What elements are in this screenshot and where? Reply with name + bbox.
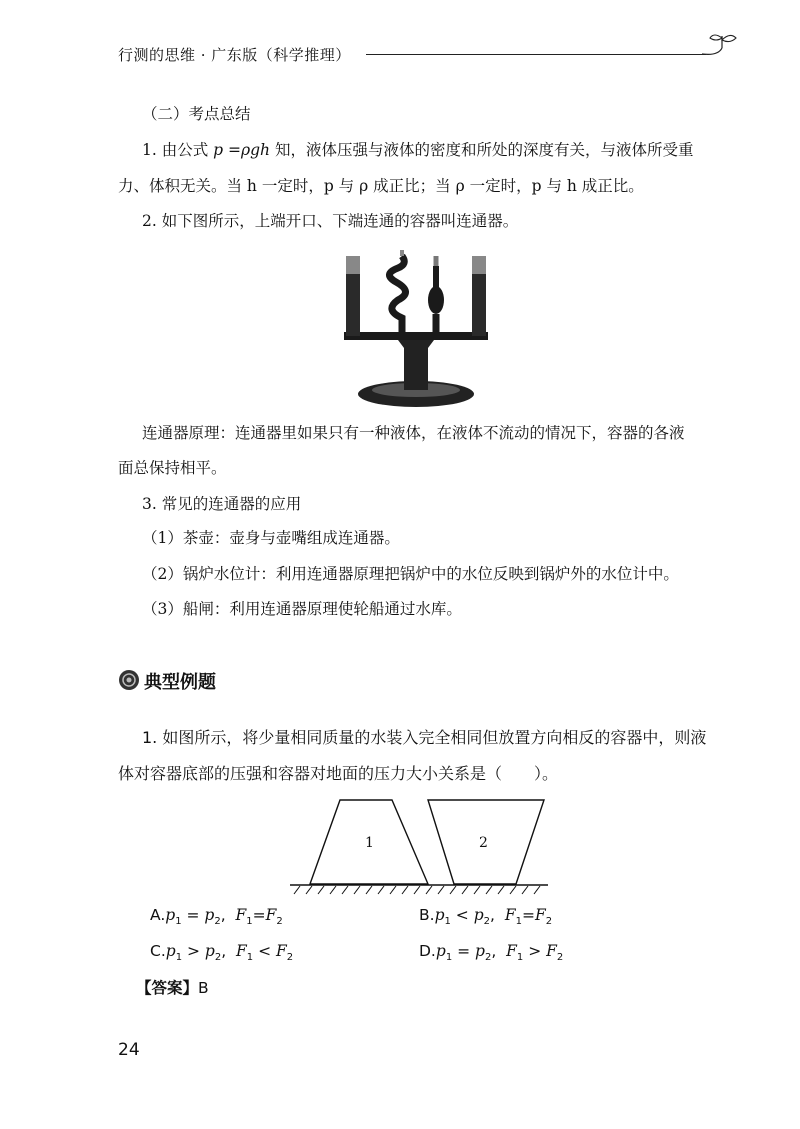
summary-heading: （二）考点总结 — [142, 105, 251, 123]
summary-item-1-line-2: 力、体积无关。当 h 一定时，p 与 ρ 成正比；当 ρ 一定时，p 与 h 成正比。 — [118, 177, 644, 195]
connected-vessel-figure — [336, 248, 500, 408]
answer-label: 【答案】 — [136, 979, 199, 997]
question-1-line-2: 体对容器底部的压强和容器对地面的压力大小关系是（ ）。 — [118, 764, 559, 783]
header-rule — [366, 54, 706, 55]
option-c: $C.p_1 > p_2$, $F_1 < F_2$ — [150, 942, 294, 964]
container-1-label: 1 — [365, 835, 374, 851]
item1-formula: p =ρgh — [213, 141, 271, 159]
containers-figure — [290, 796, 550, 896]
container-2-label: 2 — [479, 835, 488, 851]
badge-icon — [118, 669, 140, 691]
option-d: $D.p_1 = p_2$, $F_1 > F_2$ — [419, 942, 564, 964]
summary-item-1-line-1 — [142, 140, 693, 160]
principle-line-2: 面总保持相平。 — [118, 459, 227, 477]
option-b: $B.p_1 < p_2$, $F_1=F_2$ — [419, 906, 553, 928]
application-3: （3）船闸：利用连通器原理使轮船通过水库。 — [142, 600, 462, 618]
answer — [136, 976, 209, 998]
option-a: $A.p_1 = p_2$, $F_1=F_2$ — [150, 906, 283, 928]
application-2: （2）锅炉水位计：利用连通器原理把锅炉中的水位反映到锅炉外的水位计中。 — [142, 565, 679, 583]
answer-value: B — [198, 979, 209, 997]
item1-text-a: 1. 由公式 — [142, 141, 209, 159]
summary-item-3: 3. 常见的连通器的应用 — [142, 495, 302, 513]
application-1: （1）茶壶：壶身与壶嘴组成连通器。 — [142, 529, 400, 547]
sprout-icon — [700, 30, 740, 64]
page-number: 24 — [118, 1040, 140, 1060]
question-1-line-1: 1. 如图所示，将少量相同质量的水装入完全相同但放置方向相反的容器中，则液 — [142, 728, 707, 747]
principle-line-1: 连通器原理：连通器里如果只有一种液体，在液体不流动的情况下，容器的各液 — [142, 424, 685, 442]
running-header — [118, 36, 738, 72]
summary-item-2: 2. 如下图所示，上端开口、下端连通的容器叫连通器。 — [142, 212, 519, 230]
section-title: 典型例题 — [144, 672, 216, 693]
item1-text-b: 知，液体压强与液体的密度和所处的深度有关，与液体所受重 — [274, 141, 694, 159]
header-title: 行测的思维 · 广东版（科学推理） — [118, 46, 351, 64]
